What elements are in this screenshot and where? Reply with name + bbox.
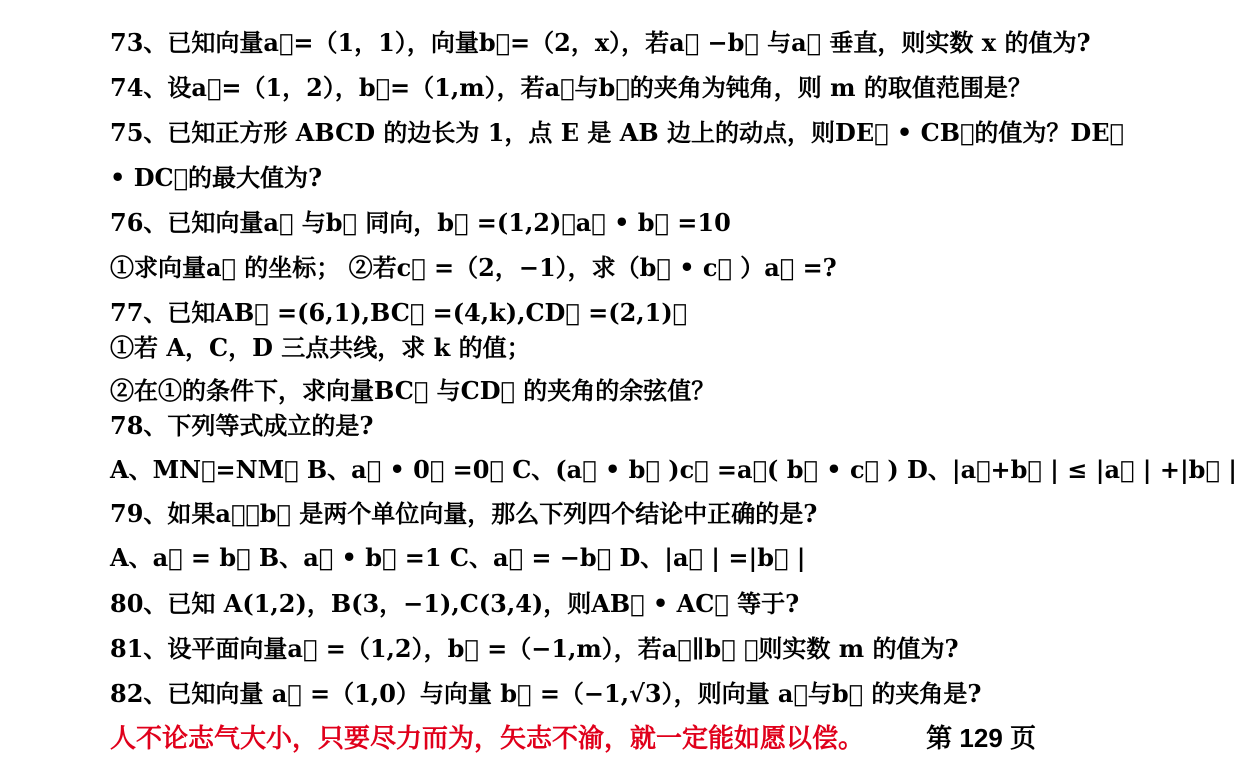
question-76: 76、已知向量a⃗ 与b⃗ 同向，b⃗ =(1,2)，a⃗ • b⃗ =10 bbox=[110, 208, 731, 237]
question-75-line-2: • DC⃗的最大值为? bbox=[110, 163, 323, 192]
question-77-part-1: ①若 A，C，D 三点共线，求 k 的值； bbox=[110, 333, 531, 362]
question-76-parts: ①求向量a⃗ 的坐标； ②若c⃗ =（2，−1），求（b⃗ • c⃗ ）a⃗ =? bbox=[110, 253, 837, 282]
question-74: 74、设a⃗=（1，2），b⃗=（1,m），若a⃗与b⃗的夹角为钝角，则 m 的取值范围是？ bbox=[110, 73, 1032, 102]
motto: 人不论志气大小，只要尽力而为，矢志不渝，就一定能如愿以偿。 bbox=[110, 724, 865, 754]
page-footer bbox=[110, 718, 1056, 755]
question-81: 81、设平面向量a⃗ =（1,2），b⃗ =（−1,m），若a⃗∥b⃗ ，则实数 m 的值为? bbox=[110, 634, 959, 663]
page-number: 第 129 页 bbox=[926, 723, 1036, 753]
question-77: 77、已知AB⃗ =(6,1),BC⃗ =(4,k),CD⃗ =(2,1)： bbox=[110, 298, 688, 327]
question-80: 80、已知 A(1,2)，B(3，−1),C(3,4)，则AB⃗ • AC⃗ 等于? bbox=[110, 589, 800, 618]
question-78: 78、下列等式成立的是? bbox=[110, 411, 374, 440]
question-75-line-1: 75、已知正方形 ABCD 的边长为 1，点 E 是 AB 边上的动点，则DE⃗ • CB⃗的值为？DE⃗ bbox=[110, 118, 1124, 147]
question-79-options: A、a⃗ = b⃗ B、a⃗ • b⃗ =1 C、a⃗ = −b⃗ D、|a⃗ | =|b⃗ | bbox=[110, 543, 806, 572]
question-79: 79、如果a⃗，b⃗ 是两个单位向量，那么下列四个结论中正确的是? bbox=[110, 499, 818, 528]
question-77-part-2: ②在①的条件下，求向量BC⃗ 与CD⃗ 的夹角的余弦值？ bbox=[110, 376, 716, 405]
question-82: 82、已知向量 a⃗ =（1,0）与向量 b⃗ =（−1,√3），则向量 a⃗与b⃗ 的夹角是? bbox=[110, 679, 982, 708]
question-78-options: A、MN⃗=NM⃗ B、a⃗ • 0⃗ =0⃗ C、(a⃗ • b⃗ )c⃗ =a⃗( b⃗ • c⃗ ) D、|a⃗+b⃗ | ≤ |a⃗ | +|b⃗ | bbox=[110, 455, 1237, 484]
question-73: 73、已知向量a⃗=（1，1），向量b⃗=（2，x），若a⃗ −b⃗ 与a⃗ 垂直，则实数 x 的值为? bbox=[110, 28, 1091, 57]
